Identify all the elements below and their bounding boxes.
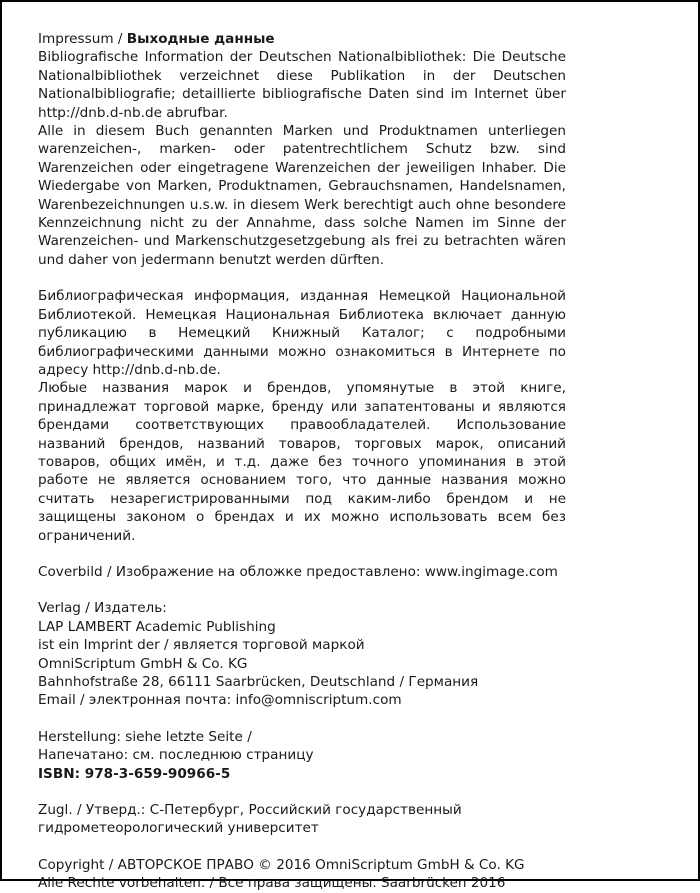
publisher-imprint: ist ein Imprint der / является торговой маркой: [38, 637, 365, 654]
printing-russian: Напечатано: см. последнюю страницу: [38, 747, 314, 764]
heading-russian: Выходные данные: [126, 31, 275, 47]
isbn-number: ISBN: 978-3-659-90966-5: [38, 765, 231, 782]
spacer: [38, 545, 566, 563]
heading-german: Impressum /: [38, 31, 123, 47]
russian-trademark-notice: Любые названия марок и брендов, упомянутые в этой книге, принадлежат торговой марке, бренду или запатентованы и являются брендами соответствующих правообладателей. Использование названий брендов, названий товаров, торговых марок, описаний товаров, общих имён, и т.д. даже без точного упоминания в этой работе не является основанием того, что данные названия можно считать незарегистрированными под каким-либо брендом и не защищены законом о брендах и их можно использовать всем без ограничений.: [38, 380, 566, 544]
german-bibliographic-info: Bibliografische Information der Deutschen Nationalbibliothek: Die Deutsche Nationalbibliothek verzeichnet diese Publikation in der Deutschen Nationalbibliografie; detaillierte bibliografische Daten sind im Internet über http://dnb.d-nb.de abrufbar.: [38, 49, 566, 121]
printing-german: Herstellung: siehe letzte Seite /: [38, 728, 252, 745]
rights-reserved-line: Alle Rechte vorbehalten. / Все права защищены. Saarbrücken 2016: [38, 875, 506, 892]
spacer: [38, 581, 566, 599]
spacer: [38, 269, 566, 287]
publisher-email: Email / электронная почта: info@omniscriptum.com: [38, 692, 402, 709]
imprint-heading: [38, 30, 566, 48]
cover-credit: Coverbild / Изображение на обложке предоставлено: www.ingimage.com: [38, 563, 558, 580]
copyright-line: Copyright / АВТОРСКОЕ ПРАВО © 2016 OmniScriptum GmbH & Co. KG: [38, 856, 525, 873]
spacer: [38, 838, 566, 856]
spacer: [38, 783, 566, 801]
publisher-address: Bahnhofstraße 28, 66111 Saarbrücken, Deutschland / Германия: [38, 674, 479, 690]
german-trademark-notice: Alle in diesem Buch genannten Marken und Produktnamen unterliegen warenzeichen-, marken- oder patentrechtlichem Schutz bzw. sind Warenzeichen oder eingetragene Warenzeichen der jeweiligen Inhaber. Die Wiedergabe von Marken, Produktnamen, Gebrauchsnamen, Handelsnamen, Warenbezeichnungen u.s.w. in diesem Werk berechtigt auch ohne besondere Kennzeichnung nicht zu der Annahme, dass solche Namen im Sinne der Warenzeichen- und Markenschutzgesetzgebung als frei zu betrachten wären und daher von jedermann benutzt werden dürften.: [38, 123, 566, 268]
approval-note: Zugl. / Утверд.: С-Петербург, Российский государственный гидрометеорологический университет: [38, 802, 462, 837]
publisher-label: Verlag / Издатель:: [38, 600, 167, 617]
spacer: [38, 710, 566, 728]
publisher-name: LAP LAMBERT Academic Publishing: [38, 618, 276, 635]
russian-bibliographic-info: Библиографическая информация, изданная Немецкой Национальной Библиотекой. Немецкая Национальная Библиотека включает данную публикацию в Немецкий Книжный Каталог; с подробными библиографическими данными можно ознакомиться в Интернете по адресу http://dnb.d-nb.de.: [38, 288, 566, 378]
publisher-company: OmniScriptum GmbH & Co. KG: [38, 655, 248, 672]
imprint-content: [38, 30, 566, 893]
